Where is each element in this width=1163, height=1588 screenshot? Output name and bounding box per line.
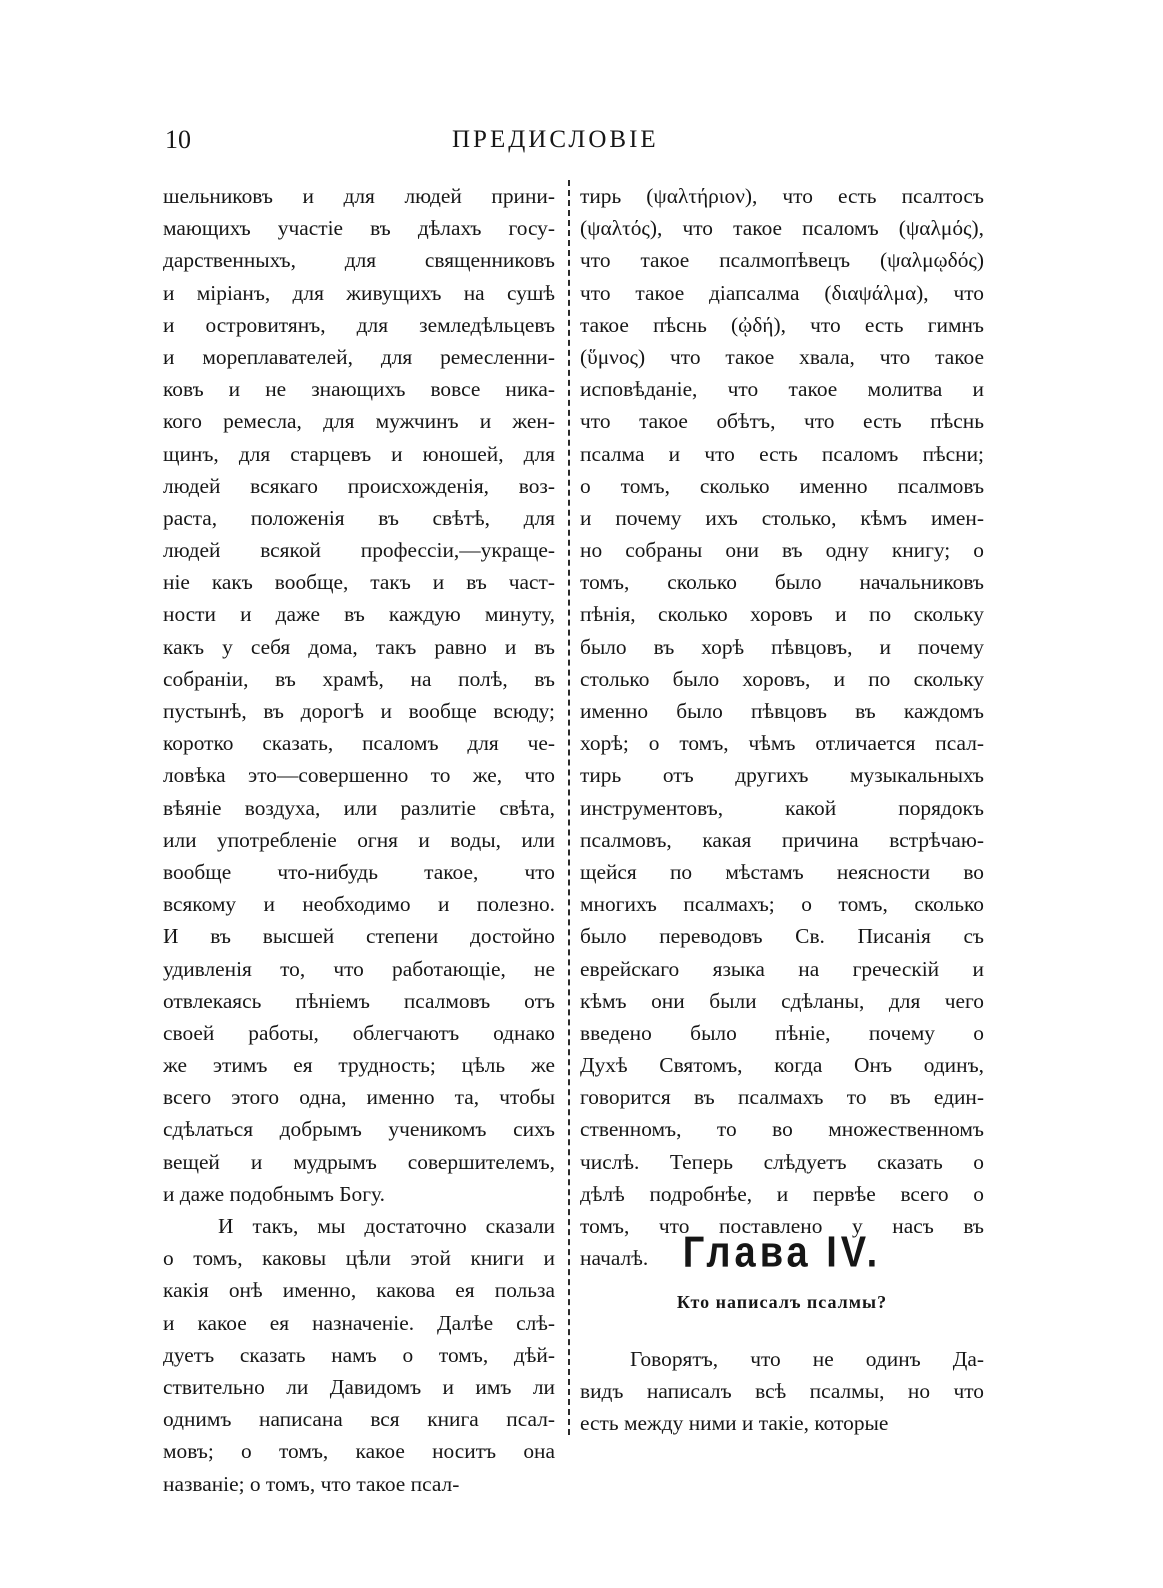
text-line: началѣ.	[580, 1246, 649, 1271]
text-line: именно было пѣвцовъ въ каждомъ	[580, 699, 984, 723]
text-line: вѣяніе воздуха, или разлитіе свѣта,	[163, 795, 555, 820]
text-line: какъ у себя дома, такъ равно и въ	[163, 634, 555, 659]
text-line: столько было хоровъ, и по скольку	[580, 666, 984, 691]
text-line: тирь (ψαλτήριον), что есть псалтосъ	[580, 184, 984, 208]
text-line: какія онѣ именно, какова ея польза	[163, 1278, 555, 1303]
text-line: такое пѣснь (ᾠδή), что есть гимнъ	[580, 312, 984, 337]
text-line: томъ, сколько было начальниковъ	[580, 570, 984, 595]
text-line: шельниковъ и для людей прини-	[163, 184, 555, 208]
text-line: числѣ. Теперь слѣдуетъ сказать о	[580, 1149, 984, 1174]
text-line: мающихъ участіе въ дѣлахъ госу-	[163, 216, 555, 241]
text-line: всего этого одна, именно та, чтобы	[163, 1085, 555, 1110]
text-line: ковъ и не знающихъ вовсе ника-	[163, 377, 555, 402]
text-line: было въ хорѣ пѣвцовъ, и почему	[580, 634, 984, 659]
text-line: томъ, что поставлено у насъ въ	[580, 1214, 984, 1238]
text-line: дарственныхъ, для священниковъ	[163, 248, 555, 273]
text-line: было переводовъ Св. Писанія съ	[580, 924, 984, 949]
text-line: что такое діапсалма (διαψάλμα), что	[580, 280, 984, 305]
text-line: названіе; о томъ, что такое псал-	[163, 1471, 460, 1496]
right-column	[580, 180, 984, 1274]
text-line: псалма и что есть псаломъ пѣсни;	[580, 441, 984, 466]
text-line: сдѣлаться добрымъ ученикомъ сихъ	[163, 1117, 555, 1142]
text-line: кѣмъ они были сдѣланы, для чего	[580, 988, 984, 1013]
text-line: (ὕμνος) что такое хвала, что такое	[580, 344, 984, 369]
chapter-text	[580, 1343, 984, 1440]
text-line: еврейскаго языка на греческій и	[580, 956, 984, 981]
text-line: говорится въ псалмахъ то въ един-	[580, 1085, 984, 1110]
text-line: о томъ, сколько именно псалмовъ	[580, 473, 984, 498]
text-line: однимъ написана вся книга псал-	[163, 1407, 555, 1432]
text-line: дуетъ сказать намъ о томъ, дѣй-	[163, 1342, 555, 1367]
text-line: вещей и мудрымъ совершителемъ,	[163, 1149, 555, 1174]
text-line: собраніи, въ храмѣ, на полѣ, въ	[163, 666, 555, 691]
text-line: коротко сказать, псаломъ для че-	[163, 731, 555, 756]
text-line: есть между ними и такіе, которые	[580, 1411, 889, 1436]
text-line: щейся по мѣстамъ неясности во	[580, 859, 984, 884]
text-line: И такъ, мы достаточно сказали	[218, 1214, 555, 1238]
text-line: (ψαλτός), что такое псаломъ (ψαλμός),	[580, 216, 984, 241]
text-line: о томъ, каковы цѣли этой книги и	[163, 1246, 555, 1271]
text-line: хорѣ; о томъ, чѣмъ отличается псал-	[580, 731, 984, 756]
text-line: Говорятъ, что не одинъ Да-	[630, 1347, 984, 1371]
text-line: и мореплавателей, для ремесленни-	[163, 344, 555, 369]
text-line: видъ написалъ всѣ псалмы, но что	[580, 1379, 984, 1404]
text-line: и почему ихъ столько, кѣмъ имен-	[580, 505, 984, 530]
text-line: кого ремесла, для мужчинъ и жен-	[163, 409, 555, 434]
text-line: ственномъ, то во множественномъ	[580, 1117, 984, 1142]
text-line: И въ высшей степени достойно	[163, 924, 555, 949]
text-line: удивленія то, что работающіе, не	[163, 956, 555, 981]
text-line: что такое псалмопѣвецъ (ψαλμῳδός)	[580, 248, 984, 273]
text-line: псалмовъ, какая причина встрѣчаю-	[580, 827, 984, 852]
text-line: исповѣданіе, что такое молитва и	[580, 377, 984, 402]
text-line: многихъ псалмахъ; о томъ, сколько	[580, 892, 984, 917]
text-line: же этимъ ея трудность; цѣль же	[163, 1053, 555, 1078]
text-line: мовъ; о томъ, какое носитъ она	[163, 1439, 555, 1464]
text-line: введено было пѣніе, почему о	[580, 1020, 984, 1045]
text-line: и даже подобнымъ Богу.	[163, 1181, 385, 1206]
left-column	[163, 180, 555, 1500]
text-line: всякому и необходимо и полезно.	[163, 892, 555, 917]
text-line: но собраны они въ одну книгу; о	[580, 538, 984, 563]
text-line: ловѣка это—совершенно то же, что	[163, 763, 555, 788]
column-divider	[568, 180, 570, 1435]
text-line: пѣнія, сколько хоровъ и по скольку	[580, 602, 984, 627]
text-line: или употребленіе огня и воды, или	[163, 827, 555, 852]
text-line: ствительно ли Давидомъ и имъ ли	[163, 1374, 555, 1399]
text-line: людей всякой профессіи,—украще-	[163, 538, 555, 563]
text-line: людей всякаго происхожденія, воз-	[163, 473, 555, 498]
text-line: отвлекаясь пѣніемъ псалмовъ отъ	[163, 988, 555, 1013]
running-title: ПРЕДИСЛОВІЕ	[452, 126, 659, 153]
text-line: ности и даже въ каждую минуту,	[163, 602, 555, 627]
text-line: что такое обѣтъ, что есть пѣснь	[580, 409, 984, 434]
text-line: инструментовъ, какой порядокъ	[580, 795, 984, 820]
text-line: дѣлѣ подробнѣе, и первѣе всего о	[580, 1181, 984, 1206]
page-number: 10	[165, 125, 191, 154]
text-line: вообще что-нибудь такое, что	[163, 859, 555, 884]
text-line: Духѣ Святомъ, когда Онъ одинъ,	[580, 1053, 984, 1078]
text-line: своей работы, облегчаютъ однако	[163, 1020, 555, 1045]
text-line: и какое ея назначеніе. Далѣе слѣ-	[163, 1310, 555, 1335]
text-line: ніе какъ вообще, такъ и въ част-	[163, 570, 555, 595]
text-line: щинъ, для старцевъ и юношей, для	[163, 441, 555, 466]
text-line: и міріанъ, для живущихъ на сушѣ	[163, 280, 555, 305]
text-line: пустынѣ, въ дорогѣ и вообще всюду;	[163, 699, 555, 723]
text-line: и островитянъ, для земледѣльцевъ	[163, 312, 555, 337]
text-line: тирь отъ другихъ музыкальныхъ	[580, 763, 984, 788]
text-line: раста, положенія въ свѣтѣ, для	[163, 505, 555, 530]
chapter-title: Глава IV.	[682, 1228, 882, 1278]
chapter-subtitle: Кто написалъ псалмы?	[676, 1292, 888, 1312]
